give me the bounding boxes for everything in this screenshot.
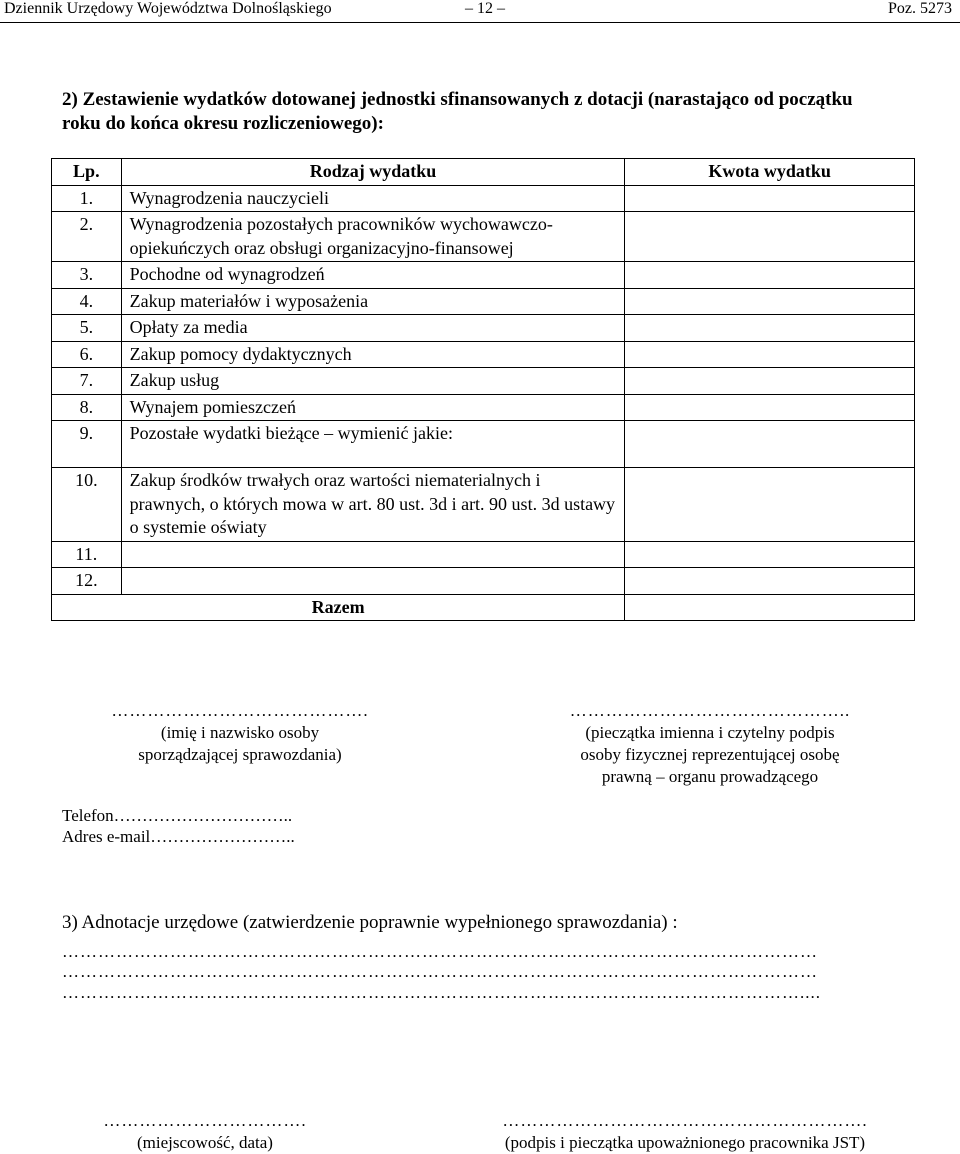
row-lp: 1. <box>52 185 122 212</box>
table-row <box>52 262 915 289</box>
preparer-signature-line[interactable]: ……………………………………. <box>111 701 369 720</box>
row-lp: 3. <box>52 262 122 289</box>
row-lp: 12. <box>52 568 122 595</box>
preparer-signature-block <box>60 700 420 766</box>
row-lp: 5. <box>52 315 122 342</box>
journal-title: Dziennik Urzędowy Województwa Dolnośląskiego <box>4 0 332 17</box>
row-kind: Wynajem pomieszczeń <box>121 394 625 421</box>
row-lp: 9. <box>52 421 122 468</box>
table-row <box>52 185 915 212</box>
place-date-block <box>60 1110 350 1154</box>
row-kind[interactable] <box>121 541 625 568</box>
expenses-table <box>51 158 915 621</box>
row-amount-cell[interactable] <box>625 468 915 542</box>
header-lp: Lp. <box>52 159 122 186</box>
table-row <box>52 288 915 315</box>
authorized-signature-caption: (podpis i pieczątka upoważnionego pracownika JST) <box>504 1133 866 1152</box>
representative-signature-block <box>520 700 900 788</box>
preparer-caption-1: (imię i nazwisko osoby <box>160 723 320 742</box>
header-kind: Rodzaj wydatku <box>121 159 625 186</box>
row-kind: Zakup pomocy dydaktycznych <box>121 341 625 368</box>
row-amount-cell[interactable] <box>625 341 915 368</box>
row-lp: 7. <box>52 368 122 395</box>
table-row <box>52 341 915 368</box>
place-date-caption: (miejscowość, data) <box>137 1133 273 1152</box>
page-number: – 12 – <box>465 0 505 17</box>
representative-caption-3: prawną – organu prowadzącego <box>601 767 819 786</box>
header-amount: Kwota wydatku <box>625 159 915 186</box>
table-row <box>52 212 915 262</box>
row-amount-cell[interactable] <box>625 541 915 568</box>
row-amount-cell[interactable] <box>625 185 915 212</box>
row-kind: Wynagrodzenia pozostałych pracowników wychowawczo-opiekuńczych oraz obsługi organizacyjno-finansowej <box>121 212 625 262</box>
representative-caption-2: osoby fizycznej reprezentującej osobę <box>580 745 840 764</box>
table-total-row <box>52 594 915 621</box>
table-row <box>52 368 915 395</box>
row-kind: Wynagrodzenia nauczycieli <box>121 185 625 212</box>
table-header-row <box>52 159 915 186</box>
row-kind: Pozostałe wydatki bieżące – wymienić jakie: <box>121 421 625 468</box>
page-header <box>0 0 960 23</box>
contact-block <box>62 805 295 847</box>
row-kind: Opłaty za media <box>121 315 625 342</box>
row-kind[interactable] <box>121 568 625 595</box>
preparer-caption-2: sporządzającej sprawozdania) <box>138 745 342 764</box>
total-label: Razem <box>52 594 625 621</box>
position-number: Poz. 5273 <box>888 0 952 17</box>
row-lp: 11. <box>52 541 122 568</box>
authorized-signature-line[interactable]: ……………………………………………………. <box>502 1111 868 1130</box>
row-amount-cell[interactable] <box>625 212 915 262</box>
total-amount-cell[interactable] <box>625 594 915 621</box>
row-lp: 4. <box>52 288 122 315</box>
row-lp: 6. <box>52 341 122 368</box>
row-lp: 10. <box>52 468 122 542</box>
row-amount-cell[interactable] <box>625 262 915 289</box>
row-kind: Zakup usług <box>121 368 625 395</box>
section-3-title: 3) Adnotacje urzędowe (zatwierdzenie poprawnie wypełnionego sprawozdania) : <box>62 912 678 933</box>
phone-field[interactable]: Telefon………………………….. <box>62 806 293 825</box>
row-kind: Zakup materiałów i wyposażenia <box>121 288 625 315</box>
table-row <box>52 568 915 595</box>
row-lp: 8. <box>52 394 122 421</box>
representative-caption-1: (pieczątka imienna i czytelny podpis <box>585 723 835 742</box>
section-2-title: 2) Zestawienie wydatków dotowanej jednostki sfinansowanych z dotacji (narastająco od początku roku do końca okresu rozliczeniowego): <box>62 89 853 134</box>
row-amount-cell[interactable] <box>625 315 915 342</box>
authorized-signature-block <box>475 1110 895 1154</box>
row-amount-cell[interactable] <box>625 568 915 595</box>
table-row <box>52 468 915 542</box>
email-field[interactable]: Adres e-mail…………………….. <box>62 827 295 846</box>
row-amount-cell[interactable] <box>625 368 915 395</box>
row-lp: 2. <box>52 212 122 262</box>
representative-signature-line[interactable]: ……………………………………….. <box>569 701 851 720</box>
row-amount-cell[interactable] <box>625 421 915 468</box>
table-row <box>52 315 915 342</box>
row-kind: Pochodne od wynagrodzeń <box>121 262 625 289</box>
annotation-line-2[interactable]: ……………………………………………………………………………………………………………… <box>62 962 818 981</box>
table-row <box>52 394 915 421</box>
annotation-line-3[interactable]: …………………………………………………………………………………………………………….... <box>62 983 821 1002</box>
row-amount-cell[interactable] <box>625 288 915 315</box>
table-row <box>52 541 915 568</box>
table-row <box>52 421 915 468</box>
place-date-line[interactable]: ……………………………. <box>103 1111 307 1130</box>
row-kind: Zakup środków trwałych oraz wartości niematerialnych i prawnych, o których mowa w art. 80 ust. 3d i art. 90 ust. 3d ustawy o systemie oświaty <box>121 468 625 542</box>
annotation-line-1[interactable]: ……………………………………………………………………………………………………………… <box>62 942 818 961</box>
row-amount-cell[interactable] <box>625 394 915 421</box>
